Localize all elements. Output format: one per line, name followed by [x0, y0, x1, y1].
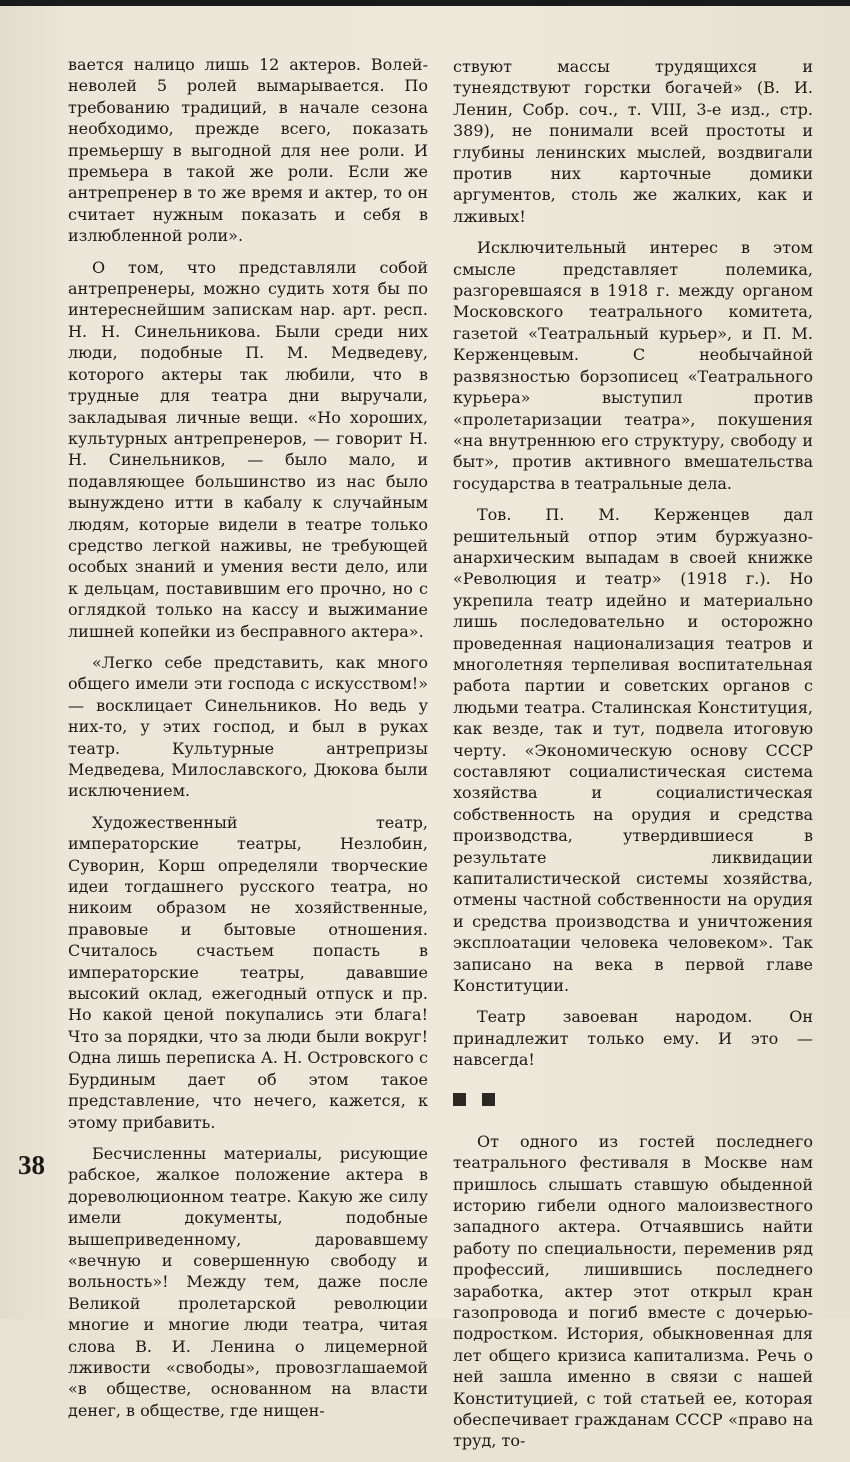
- page-number: 38: [18, 1150, 45, 1180]
- right-text-column: [453, 56, 813, 1462]
- paragraph: Тов. П. М. Керженцев дал решительный отпор этим буржуазно-анархическим выпадам в своей книжке «Революция и театр» (1918 г.). Но укрепила театр идейно и материально лишь последовательно и осторожно проведенная национализация театров и многолетняя терпеливая воспитательная работа партии и советских органов с людьми театра. Сталинская Конституция, как везде, так и тут, подвела итоговую черту. «Экономическую основу СССР составляют социалистическая система хозяйства и социалистическая собственность на орудия и средства производства, утвердившиеся в результате ликвидации капиталистической системы хозяйства, отмены частной собственности на орудия и средства производства и уничтожения эксплоатации человека человеком». Так записано на века в первой главе Конституции.: [453, 505, 813, 996]
- paragraph: О том, что представляли собой антрепренеры, можно судить хотя бы по интереснейшим запискам нар. арт. респ. Н. Н. Синельникова. Были среди них люди, подобные П. М. Медведеву, которого актеры так любили, что в трудные для театра дни выручали, закладывая личные вещи. «Но хороших, культурных антрепренеров, — говорит Н. Н. Синельников, — было мало, и подавляющее большинство из нас было вынуждено итти в кабалу к случайным людям, которые видели в театре только средство легкой наживы, не требующей особых знаний и умения вести дело, или к дельцам, поставившим его прочно, но с оглядкой только на кассу и выжимание лишней копейки из бесправного актера».: [68, 257, 428, 641]
- paragraph: Бесчисленны материалы, рисующие рабское, жалкое положение актера в дореволюционном театре. Какую же силу имели документы, подобные вышеприведенному, даровавшему «вечную и совершенную свободу и вольность»! Между тем, даже после Великой пролетарской революции многие и многие люди театра, читая слова В. И. Ленина о лицемерной лживости «свободы», провозглашаемой «в обществе, основанном на власти денег, в обществе, где нищен-: [68, 1143, 428, 1420]
- page-top-edge: [0, 0, 850, 6]
- paragraph: ствуют массы трудящихся и тунеядствуют горстки богачей» (В. И. Ленин, Собр. соч., т. VIII, 3-е изд., стр. 389), не понимали всей простоты и глубины ленинских мыслей, воздвигали против них карточные домики аргументов, столь же жалких, как и лживых!: [453, 57, 813, 226]
- paragraph: «Легко себе представить, как много общего имели эти господа с искусством!» — восклицает Синельников. Но ведь у них-то, у этих господ, и был в руках театр. Культурные антрепризы Медведева, Милославского, Дюкова были исключением.: [68, 652, 428, 801]
- paragraph: Исключительный интерес в этом смысле представляет полемика, разгоревшаяся в 1918 г. между органом Московского театрального комитета, газетой «Театральный курьер», и П. М. Керженцевым. С необычайной развязностью борзописец «Театрального курьера» выступил против «пролетаризации театра», покушения «на внутреннюю его структуру, свободу и быт», против активного вмешательства государства в театральные дела.: [453, 238, 813, 493]
- paragraph: От одного из гостей последнего театрального фестиваля в Москве нам пришлось слышать ставшую обыденной историю гибели одного малоизвестного западного актера. Отчаявшись найти работу по специальности, переменив ряд профессий, лишившись последнего заработка, актер этот открыл кран газопровода и погиб вместе с дочерью-подростком. История, обыкновенная для лет общего кризиса капитализма. Речь о ней зашла именно в связи с нашей Конституцией, с той статьей ее, которая обеспечивает гражданам СССР «право на труд, то-: [453, 1131, 813, 1451]
- section-separator: [453, 1093, 813, 1107]
- paragraph: Художественный театр, императорские театры, Незлобин, Суворин, Корш определяли творческие идеи тогдашнего русского театра, но никоим образом не хозяйственные, правовые и бытовые отношения. Считалось счастьем попасть в императорские театры, дававшие высокий оклад, ежегодный отпуск и пр. Но какой ценой покупались эти блага! Что за порядки, что за люди были вокруг! Одна лишь переписка А. Н. Островского с Бурдиным дает об этом такое представление, что нечего, кажется, к этому прибавить.: [68, 812, 428, 1132]
- separator-square-icon: [482, 1093, 495, 1106]
- paragraph: вается налицо лишь 12 актеров. Волей-неволей 5 ролей вымарывается. По требованию традиций, в начале сезона необходимо, прежде всего, показать премьершу в выгодной для нее роли. И премьера в такой же роли. Если же антрепренер в то же время и актер, то он считает нужным показать и себя в излюбленной роли».: [68, 55, 428, 246]
- paragraph: Театр завоеван народом. Он принадлежит только ему. И это — навсегда!: [453, 1007, 813, 1070]
- left-text-column: [68, 54, 428, 1431]
- separator-square-icon: [453, 1093, 466, 1106]
